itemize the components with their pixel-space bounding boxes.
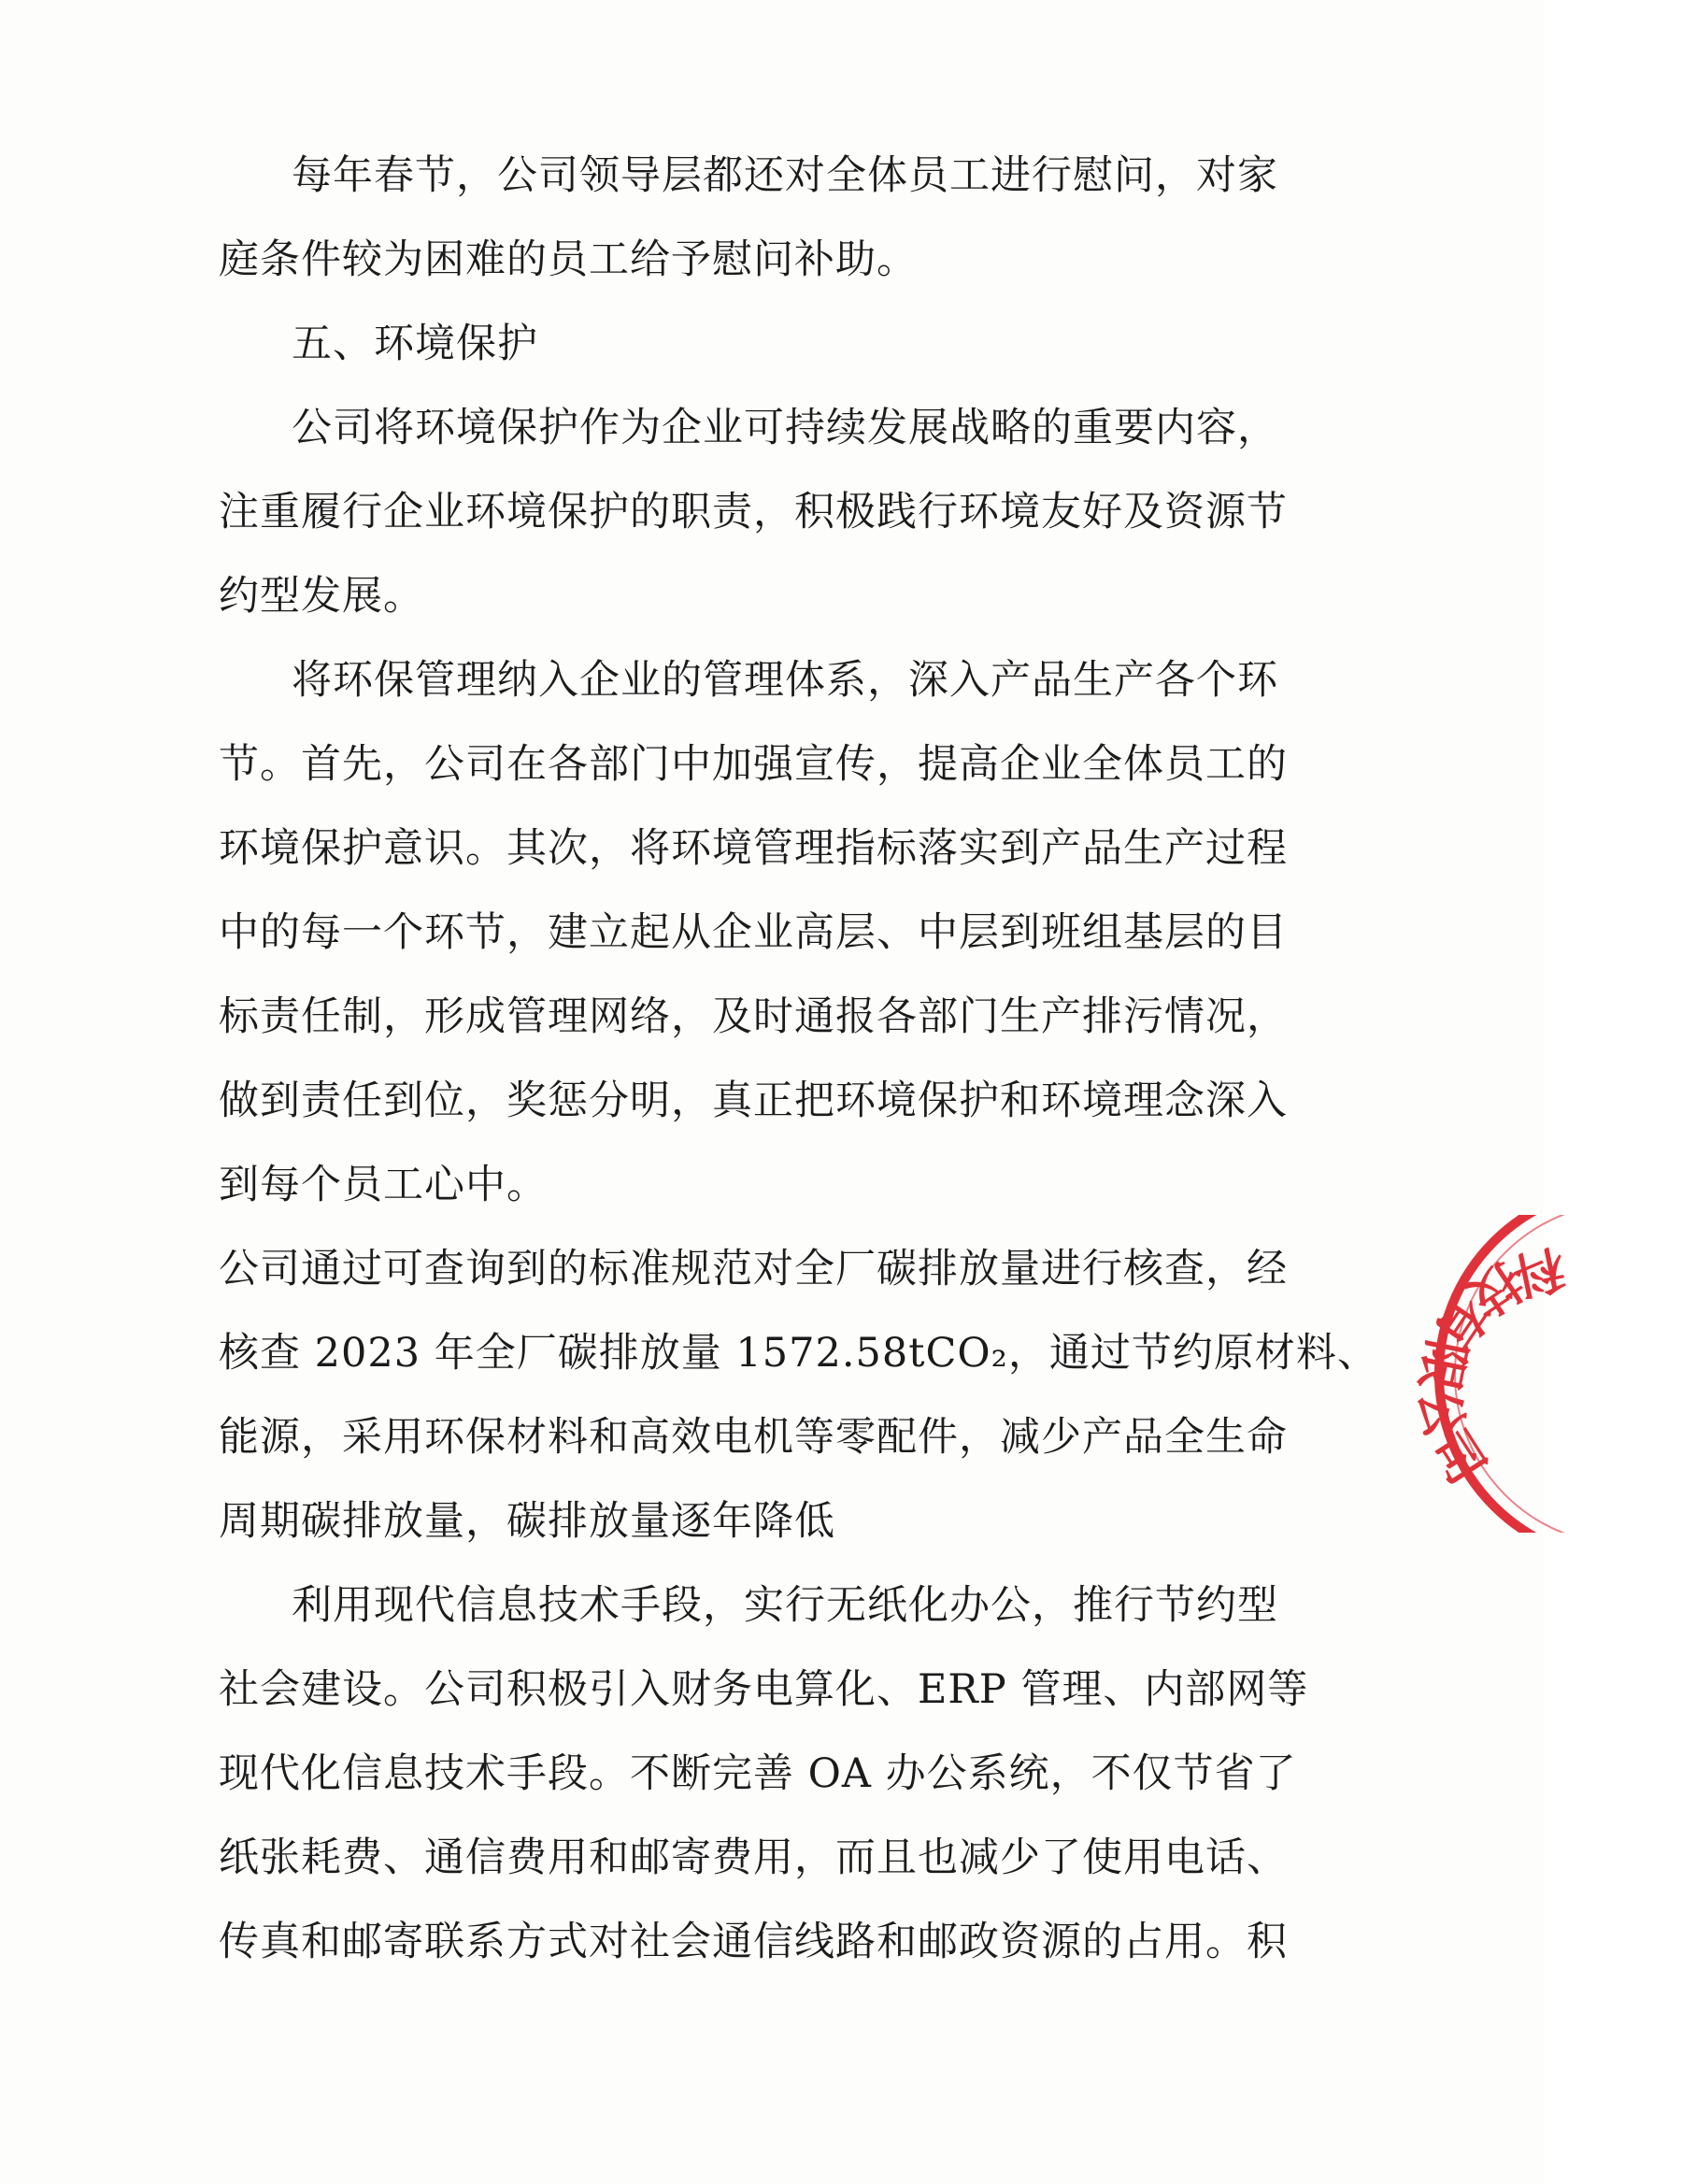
text-line: 利用现代信息技术手段，实行无纸化办公，推行节约型 bbox=[292, 1582, 1278, 1629]
text-line: 公司将环境保护作为企业可持续发展战略的重要内容， bbox=[292, 405, 1278, 451]
company-seal bbox=[1402, 1215, 1682, 1533]
section-heading: 五、环境保护 bbox=[292, 321, 538, 367]
text-line: 标责任制，形成管理网络，及时通报各部门生产排污情况， bbox=[219, 993, 1288, 1040]
text-line: 周期碳排放量，碳排放量逐年降低 bbox=[219, 1498, 835, 1545]
text-line: 到每个员工心中。 bbox=[219, 1162, 548, 1208]
text-line: 现代化信息技术手段。不断完善 OA 办公系统，不仅节省了 bbox=[219, 1750, 1297, 1797]
text-line: 做到责任到位，奖惩分明，真正把环境保护和环境理念深入 bbox=[219, 1078, 1288, 1124]
text-line: 社会建设。公司积极引入财务电算化、ERP 管理、内部网等 bbox=[219, 1666, 1309, 1713]
text-line: 每年春节，公司领导层都还对全体员工进行慰问，对家 bbox=[292, 152, 1278, 199]
text-line: 传真和邮寄联系方式对社会通信线路和邮政资源的占用。积 bbox=[219, 1919, 1288, 1965]
text-line: 约型发展。 bbox=[219, 573, 424, 620]
text-line: 能源，采用环保材料和高效电机等零配件，减少产品全生命 bbox=[219, 1414, 1288, 1461]
text-line: 公司通过可查询到的标准规范对全厂碳排放量进行核查，经 bbox=[219, 1246, 1288, 1292]
text-line: 环境保护意识。其次，将环境管理指标落实到产品生产过程 bbox=[219, 825, 1288, 872]
text-line: 节。首先，公司在各部门中加强宣传，提高企业全体员工的 bbox=[219, 741, 1288, 788]
text-line: 核查 2023 年全厂碳排放量 1572.58tCO₂，通过节约原材料、 bbox=[219, 1330, 1378, 1377]
seal-text: 科技有限公司 bbox=[1407, 1237, 1570, 1498]
text-line: 纸张耗费、通信费用和邮寄费用，而且也减少了使用电话、 bbox=[219, 1834, 1288, 1881]
text-line: 将环保管理纳入企业的管理体系，深入产品生产各个环 bbox=[292, 657, 1278, 704]
text-line: 注重履行企业环境保护的职责，积极践行环境友好及资源节 bbox=[219, 489, 1288, 535]
text-line: 中的每一个环节，建立起从企业高层、中层到班组基层的目 bbox=[219, 909, 1288, 956]
text-line: 庭条件较为困难的员工给予慰问补助。 bbox=[219, 236, 918, 283]
svg-text:科技有限公司 bbox=[1407, 1238, 1569, 1498]
